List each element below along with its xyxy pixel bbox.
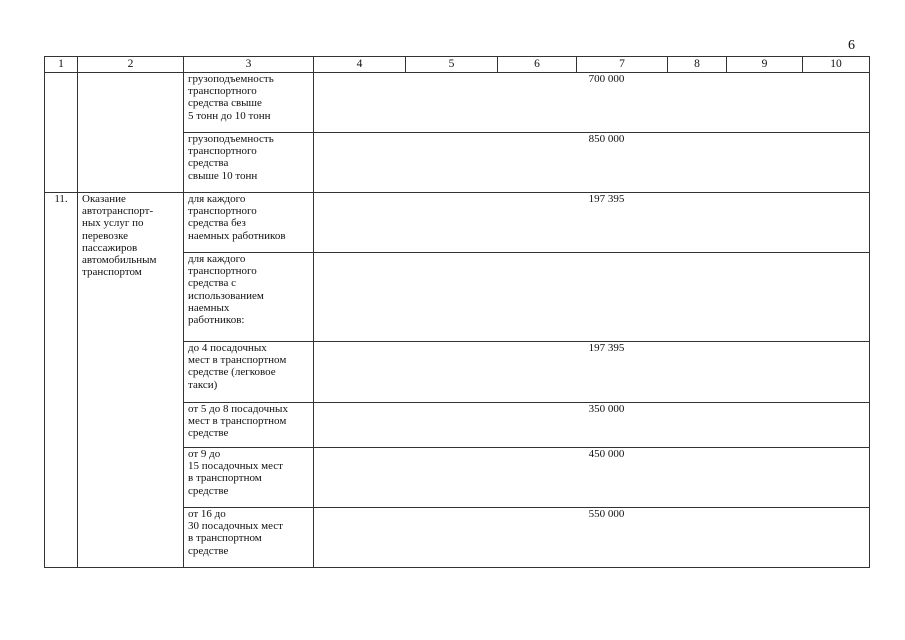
condition-line: средстве (легковое — [188, 366, 276, 379]
column-number-cell: 7 — [577, 57, 668, 73]
column-number-cell: 6 — [498, 57, 577, 73]
condition-cell — [184, 342, 314, 403]
service-name-line: ных услуг по — [82, 217, 144, 230]
income-value: 197 395 — [588, 342, 625, 354]
condition-line: средстве — [188, 544, 229, 557]
condition-line: в транспортном — [188, 472, 262, 485]
condition-line: средства с — [188, 277, 236, 290]
column-number-cell: 10 — [803, 57, 870, 73]
condition-line: средстве — [188, 427, 229, 440]
table-row — [45, 73, 870, 133]
page-number: 6 — [848, 38, 855, 53]
condition-cell — [184, 403, 314, 448]
condition-line: использованием — [188, 289, 264, 302]
column-number-cell: 3 — [184, 57, 314, 73]
condition-line: 15 посадочных мест — [188, 460, 283, 473]
condition-line: транспортного — [188, 205, 257, 218]
condition-line: мест в транспортном — [188, 415, 287, 428]
condition-line: грузоподъемность — [188, 73, 274, 85]
row-number-cell — [45, 73, 78, 193]
income-value-cell — [314, 73, 870, 133]
row-number-cell: 11. — [45, 193, 78, 568]
income-value-cell — [314, 133, 870, 193]
table-row — [45, 193, 870, 253]
income-value-cell — [314, 193, 870, 253]
condition-cell — [184, 73, 314, 133]
income-value: 550 000 — [588, 508, 625, 520]
condition-line: в транспортном — [188, 532, 262, 545]
income-value: 850 000 — [588, 133, 625, 145]
condition-line: для каждого — [188, 193, 246, 205]
column-number-row — [45, 57, 870, 73]
condition-line: работников: — [188, 314, 245, 327]
service-name-line: автомобильным — [82, 254, 157, 267]
income-value-cell — [314, 403, 870, 448]
condition-line: 30 посадочных мест — [188, 520, 283, 533]
service-name-cell — [78, 193, 184, 568]
condition-line: средстве — [188, 484, 229, 497]
condition-line: для каждого — [188, 253, 246, 265]
condition-line: мест в транспортном — [188, 354, 287, 367]
condition-cell — [184, 133, 314, 193]
service-name-line: транспортом — [82, 266, 142, 279]
condition-line: средства — [188, 157, 229, 170]
income-value-cell — [314, 342, 870, 403]
column-number-cell: 8 — [668, 57, 727, 73]
condition-line: наемных — [188, 301, 230, 314]
condition-cell — [184, 193, 314, 253]
service-name-cell — [78, 73, 184, 193]
condition-line: грузоподъемность — [188, 133, 274, 145]
condition-line: средства свыше — [188, 97, 262, 110]
income-value: 450 000 — [588, 448, 625, 460]
condition-line: транспортного — [188, 265, 257, 278]
condition-cell — [184, 253, 314, 342]
column-number-cell: 1 — [45, 57, 78, 73]
column-number-cell: 2 — [78, 57, 184, 73]
column-number-cell: 9 — [727, 57, 803, 73]
condition-line: транспортного — [188, 145, 257, 158]
service-name-line: перевозке — [82, 229, 129, 242]
income-value: 350 000 — [588, 403, 625, 415]
service-name-line: автотранспорт- — [82, 205, 154, 218]
condition-cell — [184, 448, 314, 508]
service-name-line: Оказание — [82, 193, 126, 205]
condition-line: свыше 10 тонн — [188, 169, 258, 182]
condition-line: 5 тонн до 10 тонн — [188, 109, 271, 122]
condition-line: такси) — [188, 378, 218, 391]
condition-line: средства без — [188, 217, 246, 230]
income-value: 700 000 — [588, 73, 625, 85]
condition-line: наемных работников — [188, 229, 286, 242]
income-value-cell — [314, 508, 870, 568]
income-value-cell — [314, 253, 870, 342]
column-number-cell: 4 — [314, 57, 406, 73]
condition-line: от 16 до — [188, 508, 226, 520]
condition-line: от 5 до 8 посадочных — [188, 403, 288, 415]
tariff-table — [44, 56, 870, 568]
condition-line: от 9 до — [188, 448, 221, 460]
condition-line: транспортного — [188, 85, 257, 98]
service-name-line: пассажиров — [82, 241, 138, 254]
condition-line: до 4 посадочных — [188, 342, 267, 354]
condition-cell — [184, 508, 314, 568]
income-value: 197 395 — [588, 193, 625, 205]
income-value-cell — [314, 448, 870, 508]
column-number-cell: 5 — [406, 57, 498, 73]
